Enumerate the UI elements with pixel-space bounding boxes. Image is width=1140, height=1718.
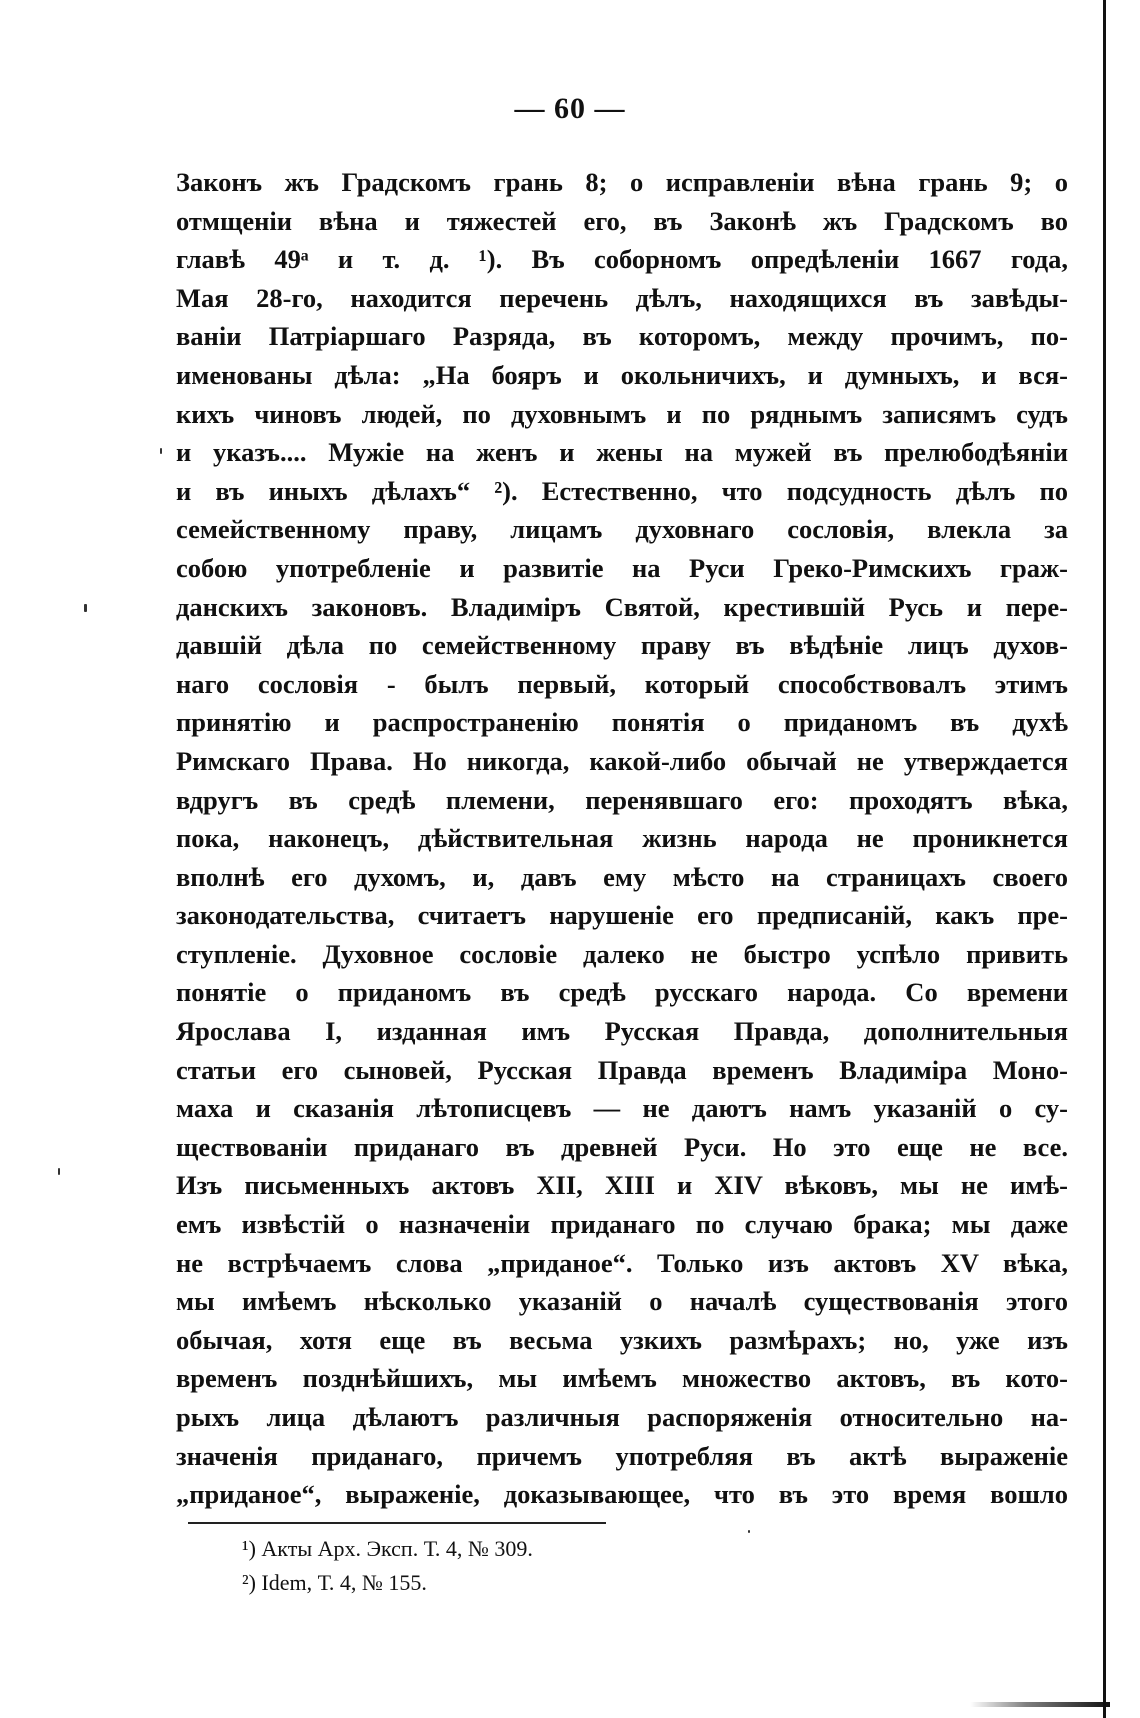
text-line: не встрѣчаемъ слова „приданое“. Только изъ актовъ XV вѣка, (176, 1247, 1068, 1278)
page-edge-line (1103, 0, 1106, 1718)
text-line: Ярослава I, изданная имъ Русская Правда, дополнительныя (176, 1016, 1068, 1047)
ink-speck (748, 1530, 750, 1533)
text-line: обычая, хотя еще въ весьма узкихъ размѣрахъ; но, уже изъ (176, 1324, 1068, 1355)
ink-speck (58, 1168, 60, 1175)
text-line: Изъ письменныхъ актовъ XII, XIII и XIV вѣковъ, мы не имѣ- (176, 1170, 1068, 1201)
footnotes (242, 1532, 533, 1600)
footnote-2: ²) Idem, Т. 4, № 155. (242, 1570, 427, 1595)
text-line: семейственному праву, лицамъ духовнаго сословія, влекла за (176, 514, 1068, 545)
text-line: понятіе о приданомъ въ средѣ русскаго народа. Со времени (176, 977, 1068, 1008)
ink-speck (160, 448, 162, 454)
text-line: ваніи Патріаршаго Разряда, въ которомъ, между прочимъ, по- (176, 321, 1068, 352)
text-line: маха и сказанія лѣтописцевъ — не даютъ намъ указаній о су- (176, 1093, 1068, 1124)
text-line: законодательства, считаетъ нарушеніе его предписаній, какъ пре- (176, 900, 1068, 931)
text-line: „приданое“, выраженіе, доказывающее, что въ это время вошло (176, 1479, 1068, 1510)
footnote-divider (188, 1522, 606, 1524)
text-line: кихъ чиновъ людей, по духовнымъ и по ряднымъ записямъ судъ (176, 398, 1068, 429)
text-line: статьи его сыновей, Русская Правда временъ Владиміра Моно- (176, 1054, 1068, 1085)
text-line: отмщеніи вѣна и тяжестей его, въ Законѣ жъ Градскомъ во (176, 205, 1068, 236)
text-line: давшій дѣла по семейственному праву въ вѣдѣніе лицъ духов- (176, 630, 1068, 661)
text-line: вдругъ въ средѣ племени, перенявшаго его: проходятъ вѣка, (176, 784, 1068, 815)
text-line: рыхъ лица дѣлаютъ различныя распоряженія относительно на- (176, 1402, 1068, 1432)
page-margin-right (1108, 0, 1140, 1718)
text-line: вполнѣ его духомъ, и, давъ ему мѣсто на страницахъ своего (176, 861, 1068, 892)
text-line: временъ позднѣйшихъ, мы имѣемъ множество актовъ, въ кото- (176, 1363, 1068, 1394)
text-line: Законъ жъ Градскомъ грань 8; о исправленіи вѣна грань 9; о (176, 167, 1068, 197)
body-text (176, 163, 1068, 1514)
page-number: — 60 — (514, 92, 626, 125)
text-line: собою употребленіе и развитіе на Руси Греко-Римскихъ граж- (176, 552, 1068, 583)
text-line: и въ иныхъ дѣлахъ“ ²). Естественно, что подсудность дѣлъ по (176, 475, 1068, 506)
text-line: ступленіе. Духовное сословіе далеко не быстро успѣло привить (176, 938, 1068, 969)
text-line: данскихъ законовъ. Владиміръ Святой, крестившій Русь и пере- (176, 591, 1068, 622)
text-line: Римскаго Права. Но никогда, какой-либо обычай не утверждается (176, 745, 1068, 776)
text-line: пока, наконецъ, дѣйствительная жизнь народа не проникнется (176, 823, 1068, 854)
text-line: Мая 28-го, находится перечень дѣлъ, находящихся въ завѣды- (176, 282, 1068, 313)
text-line: наго сословія - былъ первый, который способствовалъ этимъ (176, 668, 1068, 699)
text-line: мы имѣемъ нѣсколько указаній о началѣ существованія этого (176, 1286, 1068, 1317)
text-line: ществованіи приданаго въ древней Руси. Но это еще не все. (176, 1131, 1068, 1162)
footnote-1: ¹) Акты Арх. Эксп. Т. 4, № 309. (242, 1536, 533, 1561)
text-line: и указъ.... Мужіе на женъ и жены на мужей въ прелюбодѣяніи (176, 437, 1068, 468)
text-line: именованы дѣла: „На бояръ и окольничихъ, и думныхъ, и вся- (176, 359, 1068, 390)
text-line: значенія приданаго, причемъ употребляя въ актѣ выраженіе (176, 1440, 1068, 1471)
text-line: главѣ 49ᵃ и т. д. ¹). Въ соборномъ опредѣленіи 1667 года, (176, 244, 1068, 275)
text-line: принятію и распространенію понятія о приданомъ въ духѣ (176, 707, 1068, 738)
ink-speck (84, 604, 87, 612)
scan-smudge (970, 1702, 1110, 1707)
text-line: емъ извѣстій о назначеніи приданаго по случаю брака; мы даже (176, 1209, 1068, 1240)
